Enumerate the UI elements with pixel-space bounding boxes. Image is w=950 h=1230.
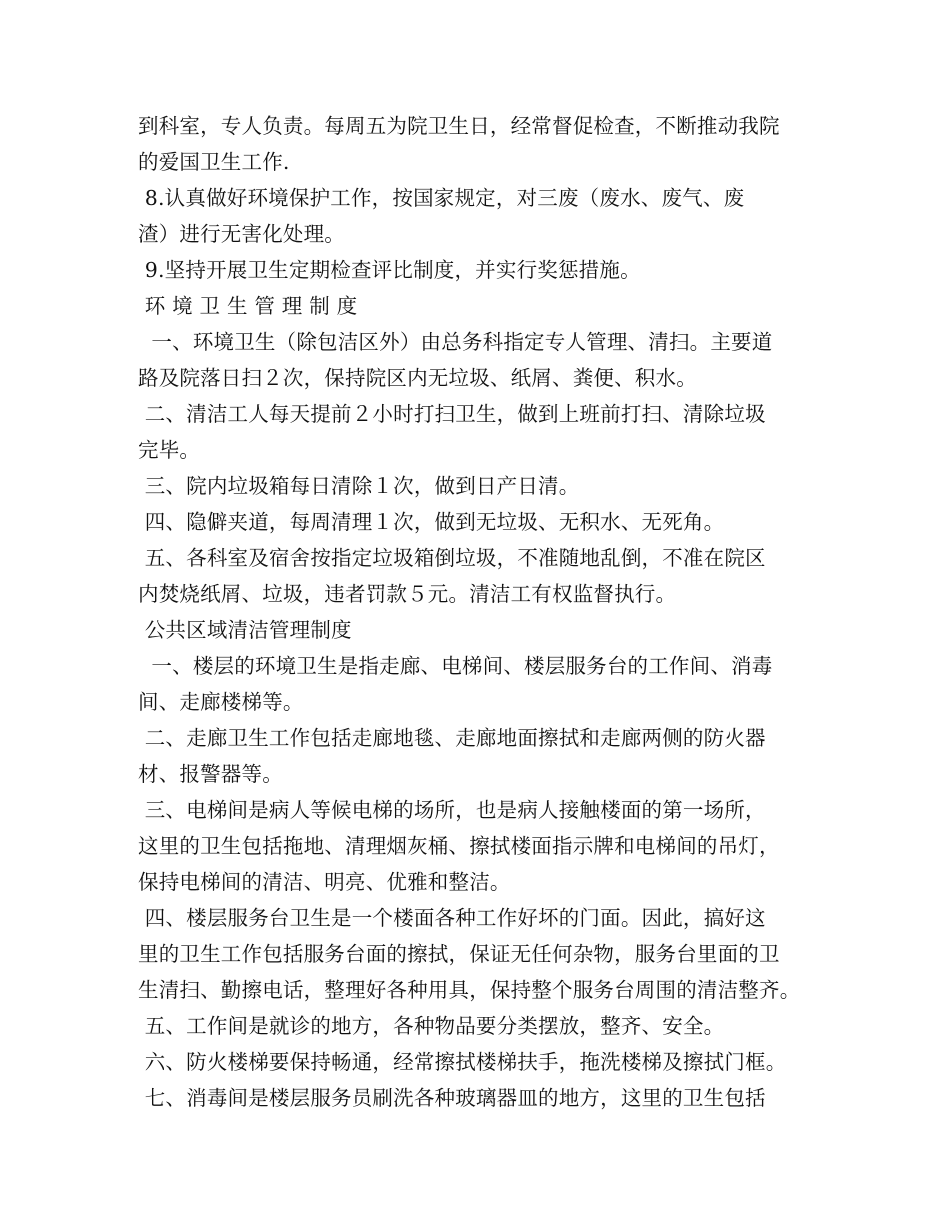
text-line: 四、隐僻夹道，每周清理１次，做到无垃圾、无积水、无死角。 [138,510,725,534]
section-title: 环 境 卫 生 管 理 制 度 [138,294,358,318]
text-line: 七、消毒间是楼层服务员刷洗各种玻璃器皿的地方，这里的卫生包括 [138,1086,766,1110]
text-line: 的爱国卫生工作. [138,150,290,174]
text-line: 间、走廊楼梯等。 [138,690,304,714]
text-line: 六、防火楼梯要保持畅通，经常擦拭楼梯扶手，拖洗楼梯及擦拭门框。 [138,1050,787,1074]
text-line: 四、楼层服务台卫生是一个楼面各种工作好坏的门面。因此，搞好这 [138,906,766,930]
text-line: 一、环境卫生（除包洁区外）由总务科指定专人管理、清扫。主要道 [138,330,773,354]
text-line: 9.坚持开展卫生定期检查评比制度，并实行奖惩措施。 [138,258,641,282]
text-line: 到科室，专人负责。每周五为院卫生日，经常督促检查，不断推动我院 [138,114,780,138]
section-title: 公共区域清洁管理制度 [138,618,352,642]
text-line: 生清扫、勤擦电话，整理好各种用具，保持整个服务台周围的清洁整齐。 [138,978,801,1002]
text-line: 完毕。 [138,438,201,462]
text-line: 8.认真做好环境保护工作，按国家规定，对三废（废水、废气、废 [138,186,745,210]
text-line: 材、报警器等。 [138,762,283,786]
text-line: 路及院落日扫２次，保持院区内无垃圾、纸屑、粪便、积水。 [138,366,697,390]
text-line: 里的卫生工作包括服务台面的擦拭，保证无任何杂物，服务台里面的卫 [138,942,780,966]
text-line: 渣）进行无害化处理。 [138,222,345,246]
text-line: 一、楼层的环境卫生是指走廊、电梯间、楼层服务台的工作间、消毒 [138,654,773,678]
document-body [138,108,828,1116]
text-line: 五、各科室及宿舍按指定垃圾箱倒垃圾，不准随地乱倒，不准在院区 [138,546,766,570]
text-line: 三、电梯间是病人等候电梯的场所，也是病人接触楼面的第一场所， [138,798,766,822]
text-line: 二、走廊卫生工作包括走廊地毯、走廊地面擦拭和走廊两侧的防火器 [138,726,766,750]
text-line: 这里的卫生包括拖地、清理烟灰桶、擦拭楼面指示牌和电梯间的吊灯， [138,834,780,858]
text-line: 五、工作间是就诊的地方，各种物品要分类摆放，整齐、安全。 [138,1014,725,1038]
text-line: 内焚烧纸屑、垃圾，违者罚款５元。清洁工有权监督执行。 [138,582,677,606]
text-line: 保持电梯间的清洁、明亮、优雅和整洁。 [138,870,511,894]
text-line: 二、清洁工人每天提前２小时打扫卫生，做到上班前打扫、清除垃圾 [138,402,766,426]
text-line: 三、院内垃圾箱每日清除１次，做到日产日清。 [138,474,580,498]
